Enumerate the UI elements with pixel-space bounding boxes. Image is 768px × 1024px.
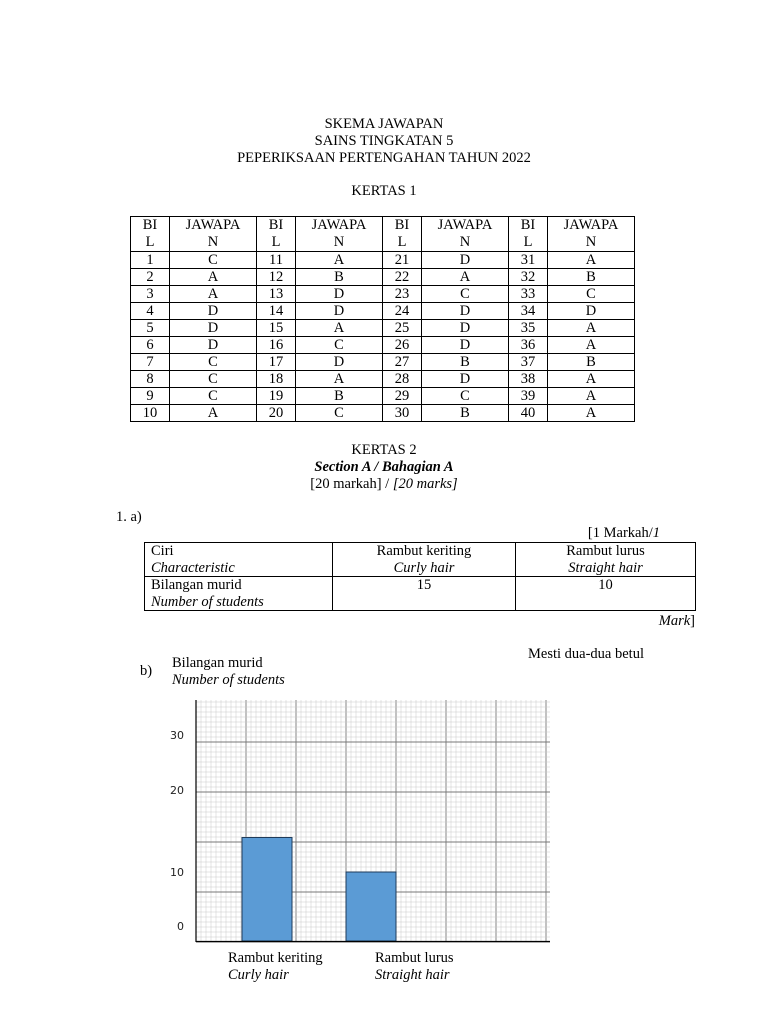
col-bil: BI L xyxy=(257,217,296,252)
answer-letter: A xyxy=(548,337,635,354)
x-category-1-ms: Rambut keriting xyxy=(228,950,323,966)
question-1b-label: b) xyxy=(140,663,153,679)
answer-letter: C xyxy=(170,371,257,388)
answer-letter: D xyxy=(422,337,509,354)
question-number: 27 xyxy=(383,354,422,371)
question-number: 26 xyxy=(383,337,422,354)
question-number: 24 xyxy=(383,303,422,320)
answer-letter: C xyxy=(548,286,635,303)
col-bil: BI L xyxy=(509,217,548,252)
answer-letter: B xyxy=(548,269,635,286)
y-tick-label: 10 xyxy=(170,866,184,879)
question-number: 38 xyxy=(509,371,548,388)
question-number: 23 xyxy=(383,286,422,303)
col-bil: BI L xyxy=(131,217,170,252)
x-category-2-en: Straight hair xyxy=(375,967,450,983)
answer-letter: B xyxy=(422,354,509,371)
answer-letter: A xyxy=(296,320,383,337)
answer-letter: C xyxy=(422,286,509,303)
question-1a-label: 1. a) xyxy=(116,509,142,525)
answer-letter: C xyxy=(170,354,257,371)
answer-letter: A xyxy=(170,269,257,286)
value-straight-hair: 10 xyxy=(516,577,696,611)
kertas2-marks: [20 markah] / [20 marks] xyxy=(310,476,458,492)
answer-letter: A xyxy=(422,269,509,286)
q1a-table xyxy=(144,542,696,611)
question-number: 22 xyxy=(383,269,422,286)
answer-letter: D xyxy=(170,303,257,320)
answer-row xyxy=(131,252,635,269)
answer-letter: A xyxy=(170,405,257,422)
question-number: 17 xyxy=(257,354,296,371)
answer-letter: D xyxy=(422,320,509,337)
question-number: 39 xyxy=(509,388,548,405)
col-jawapan: JAWAPA N xyxy=(422,217,509,252)
answer-letter: A xyxy=(548,388,635,405)
header-curly-hair: Rambut keriting Curly hair xyxy=(333,543,516,577)
kertas1-title: KERTAS 1 xyxy=(351,183,417,199)
answer-letter: A xyxy=(170,286,257,303)
answer-letter: D xyxy=(422,252,509,269)
answer-row xyxy=(131,371,635,388)
question-number: 12 xyxy=(257,269,296,286)
mark-note-bottom: Mark] xyxy=(658,613,695,629)
header-characteristic: Ciri Characteristic xyxy=(145,543,333,577)
answer-row xyxy=(131,388,635,405)
chart-bars xyxy=(242,838,396,942)
answer-letter: C xyxy=(170,252,257,269)
question-number: 40 xyxy=(509,405,548,422)
question-number: 10 xyxy=(131,405,170,422)
answer-letter: C xyxy=(296,337,383,354)
answer-letter: D xyxy=(296,286,383,303)
answer-letter: A xyxy=(548,371,635,388)
question-number: 29 xyxy=(383,388,422,405)
answer-letter: D xyxy=(296,354,383,371)
question-number: 37 xyxy=(509,354,548,371)
answer-letter: B xyxy=(296,269,383,286)
answer-letter: B xyxy=(422,405,509,422)
both-correct-note: Mesti dua-dua betul xyxy=(528,646,644,662)
question-number: 15 xyxy=(257,320,296,337)
question-number: 21 xyxy=(383,252,422,269)
answer-row xyxy=(131,303,635,320)
answer-row xyxy=(131,405,635,422)
question-number: 6 xyxy=(131,337,170,354)
answer-row xyxy=(131,269,635,286)
question-number: 13 xyxy=(257,286,296,303)
question-number: 14 xyxy=(257,303,296,320)
x-category-1-en: Curly hair xyxy=(228,967,289,983)
question-number: 32 xyxy=(509,269,548,286)
answer-letter: A xyxy=(548,252,635,269)
col-bil: BI L xyxy=(383,217,422,252)
y-tick-label: 30 xyxy=(170,729,184,742)
answer-letter: D xyxy=(170,320,257,337)
answer-letter: D xyxy=(422,371,509,388)
answer-letter: C xyxy=(296,405,383,422)
question-number: 7 xyxy=(131,354,170,371)
y-tick-labels xyxy=(170,729,184,933)
question-number: 16 xyxy=(257,337,296,354)
question-number: 5 xyxy=(131,320,170,337)
answer-letter: B xyxy=(296,388,383,405)
kertas2-title: KERTAS 2 xyxy=(351,442,417,458)
question-number: 34 xyxy=(509,303,548,320)
question-number: 9 xyxy=(131,388,170,405)
answer-letter: C xyxy=(170,388,257,405)
answer-letter: A xyxy=(548,405,635,422)
answer-table-header xyxy=(131,217,635,252)
question-number: 28 xyxy=(383,371,422,388)
question-number: 11 xyxy=(257,252,296,269)
answer-letter: A xyxy=(296,371,383,388)
y-tick-label: 20 xyxy=(170,784,184,797)
bar-chart xyxy=(160,692,560,952)
question-number: 19 xyxy=(257,388,296,405)
answer-letter: D xyxy=(548,303,635,320)
section-a-title: Section A / Bahagian A xyxy=(314,459,454,475)
question-number: 30 xyxy=(383,405,422,422)
question-number: 35 xyxy=(509,320,548,337)
answer-letter: D xyxy=(422,303,509,320)
value-curly-hair: 15 xyxy=(333,577,516,611)
question-number: 1 xyxy=(131,252,170,269)
question-number: 2 xyxy=(131,269,170,286)
doc-title: SKEMA JAWAPAN xyxy=(324,116,444,132)
answer-row xyxy=(131,320,635,337)
col-jawapan: JAWAPA N xyxy=(296,217,383,252)
question-number: 3 xyxy=(131,286,170,303)
mark-note-top: [1 Markah/1 xyxy=(587,525,660,541)
answer-letter: D xyxy=(170,337,257,354)
answer-letter: B xyxy=(548,354,635,371)
row-number-of-students: Bilangan murid Number of students xyxy=(145,577,333,611)
answer-letter: D xyxy=(296,303,383,320)
answer-row xyxy=(131,337,635,354)
doc-exam: PEPERIKSAAN PERTENGAHAN TAHUN 2022 xyxy=(237,150,531,166)
question-number: 4 xyxy=(131,303,170,320)
y-tick-label: 0 xyxy=(177,920,184,933)
answer-letter: A xyxy=(548,320,635,337)
question-number: 18 xyxy=(257,371,296,388)
answer-letter: C xyxy=(422,388,509,405)
x-category-2-ms: Rambut lurus xyxy=(375,950,454,966)
y-axis-label-ms: Bilangan murid xyxy=(172,655,263,671)
question-number: 36 xyxy=(509,337,548,354)
question-number: 8 xyxy=(131,371,170,388)
question-number: 31 xyxy=(509,252,548,269)
answer-letter: A xyxy=(296,252,383,269)
bar-1 xyxy=(242,838,292,942)
col-jawapan: JAWAPA N xyxy=(170,217,257,252)
answer-row xyxy=(131,286,635,303)
bar-2 xyxy=(346,872,396,941)
doc-subject: SAINS TINGKATAN 5 xyxy=(314,133,454,149)
col-jawapan: JAWAPA N xyxy=(548,217,635,252)
header-straight-hair: Rambut lurus Straight hair xyxy=(516,543,696,577)
answer-table xyxy=(130,216,635,422)
y-axis-label-en: Number of students xyxy=(172,672,285,688)
question-number: 20 xyxy=(257,405,296,422)
question-number: 33 xyxy=(509,286,548,303)
answer-row xyxy=(131,354,635,371)
question-number: 25 xyxy=(383,320,422,337)
